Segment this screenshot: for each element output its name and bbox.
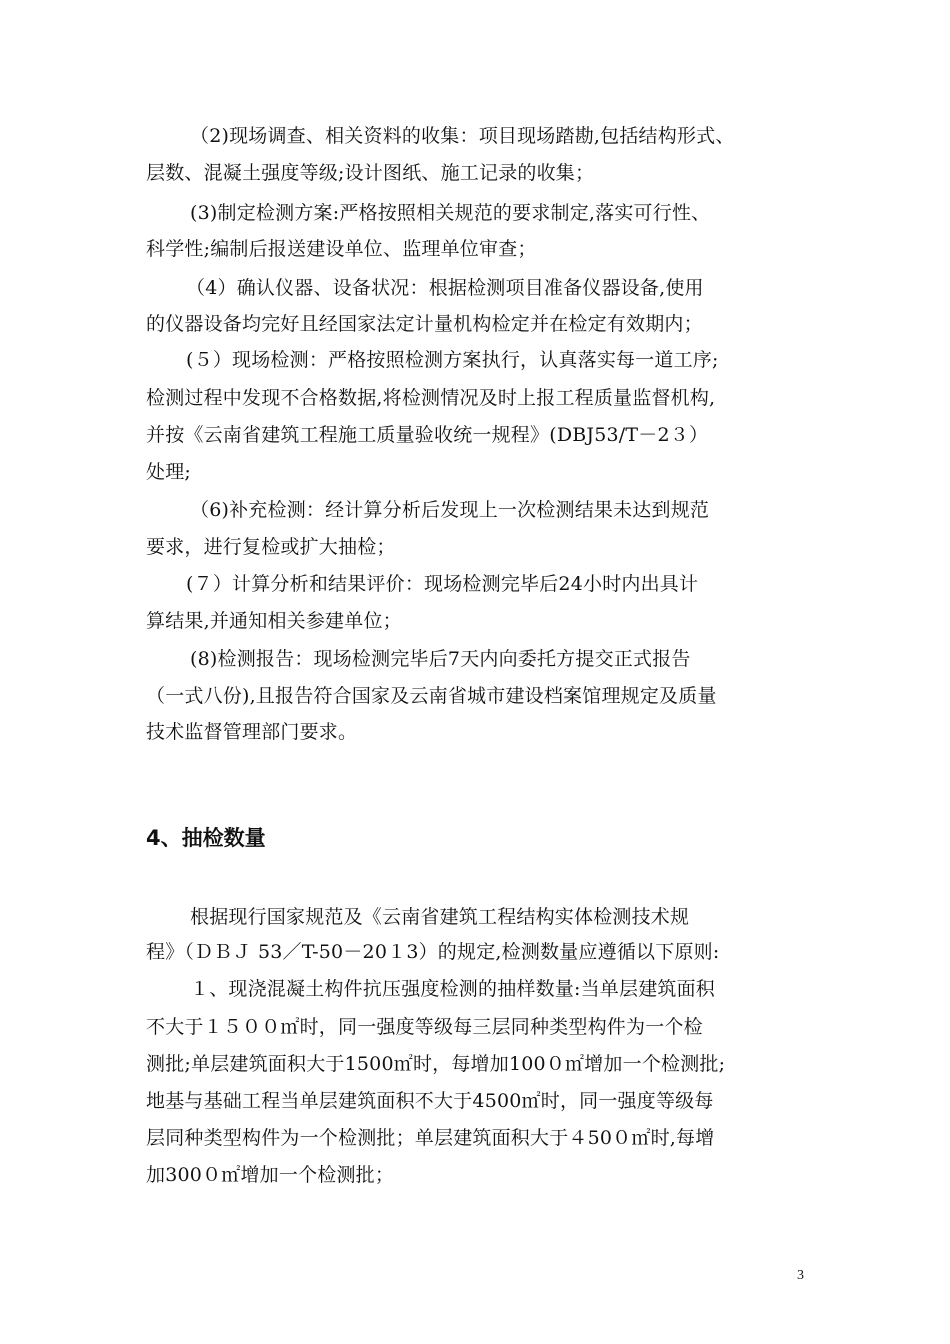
sampling-rule-1-line-3: 测批;单层建筑面积大于1500㎡时，每增加100０㎡增加一个检测批; <box>146 1053 726 1075</box>
sampling-rule-1-line-2: 不大于１５００㎡时，同一强度等级每三层同种类型构件为一个检 <box>146 1016 703 1038</box>
step-6-line-2: 要求，进行复检或扩大抽检； <box>146 536 396 558</box>
sampling-rule-1-line-6: 加300０㎡增加一个检测批； <box>146 1164 395 1186</box>
step-5-line-4: 处理; <box>146 461 192 483</box>
step-8-line-1: (8)检测报告：现场检测完毕后7天内向委托方提交正式报告 <box>190 648 691 670</box>
sampling-intro-line-2: 程》（ＤＢＪ 53／T-50－20１3）的规定,检测数量应遵循以下原则: <box>146 941 720 963</box>
sampling-rule-1-line-5: 层同种类型构件为一个检测批；单层建筑面积大于４50０㎡时,每增 <box>146 1127 715 1149</box>
step-2-line-2: 层数、混凝土强度等级;设计图纸、施工记录的收集； <box>146 162 595 184</box>
step-6-line-1: （6)补充检测：经计算分析后发现上一次检测结果未达到规范 <box>190 499 710 521</box>
section-heading: 4、抽检数量 <box>146 826 266 850</box>
sampling-rule-1-line-1: １、现浇混凝土构件抗压强度检测的抽样数量:当单层建筑面积 <box>190 978 716 1000</box>
step-7-line-2: 算结果,并通知相关参建单位； <box>146 610 402 632</box>
step-5-line-1: (５）现场检测：严格按照检测方案执行，认真落实每一道工序; <box>186 349 719 371</box>
step-4-line-2: 的仪器设备均完好且经国家法定计量机构检定并在检定有效期内； <box>146 313 703 335</box>
step-7-line-1: (７）计算分析和结果评价：现场检测完毕后24小时内出具计 <box>186 573 699 595</box>
step-3-line-2: 科学性;编制后报送建设单位、监理单位审查； <box>146 238 537 260</box>
step-8-line-2: （一式八份),且报告符合国家及云南省城市建设档案馆理规定及质量 <box>146 685 717 707</box>
step-8-line-3: 技术监督管理部门要求。 <box>146 721 358 743</box>
step-4-line-1: （4）确认仪器、设备状况：根据检测项目准备仪器设备,使用 <box>186 277 704 299</box>
page-number: 3 <box>797 1268 804 1283</box>
step-2-line-1: （2)现场调查、相关资料的收集：项目现场踏勘,包括结构形式、 <box>190 125 735 147</box>
step-5-line-3: 并按《云南省建筑工程施工质量验收统一规程》(DBJ53/T－2３） <box>146 424 709 446</box>
sampling-intro-line-1: 根据现行国家规范及《云南省建筑工程结构实体检测技术规 <box>190 906 690 928</box>
step-5-line-2: 检测过程中发现不合格数据,将检测情况及时上报工程质量监督机构, <box>146 387 716 409</box>
sampling-rule-1-line-4: 地基与基础工程当单层建筑面积不大于4500㎡时，同一强度等级每 <box>146 1090 714 1112</box>
step-3-line-1: (3)制定检测方案:严格按照相关规范的要求制定,落实可行性、 <box>190 202 711 224</box>
